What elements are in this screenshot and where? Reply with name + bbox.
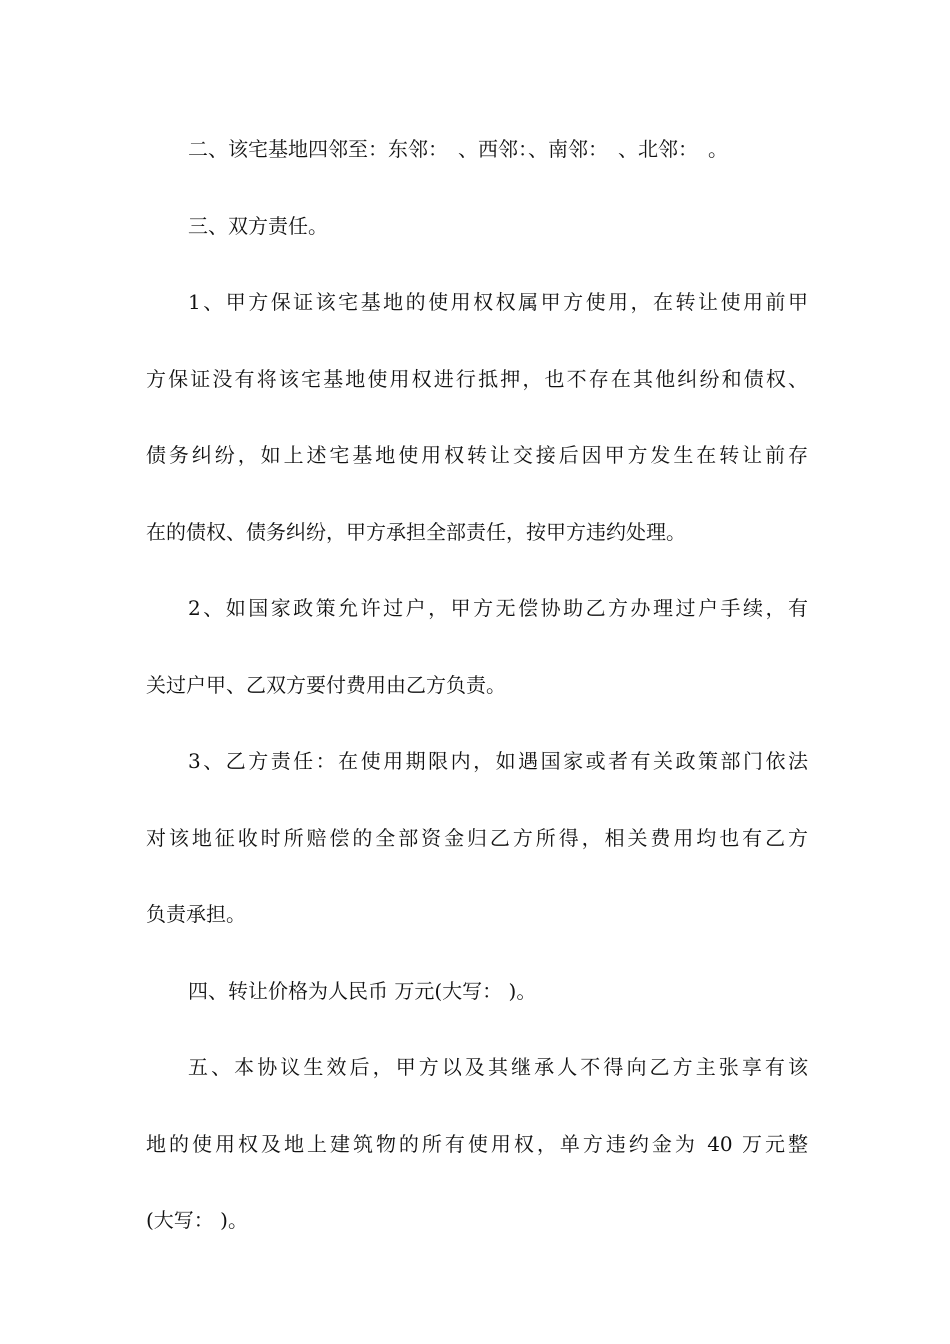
text-line: 五、本协议生效后，甲方以及其继承人不得向乙方主张享有该	[188, 1055, 808, 1079]
text-line: 负责承担。	[146, 902, 246, 926]
text-line: 三、双方责任。	[188, 213, 328, 238]
text-line: 关过户甲、乙双方要付费用由乙方负责。	[146, 672, 506, 697]
text-line: (大写： )。	[146, 1208, 248, 1232]
text-line: 3、乙方责任：在使用期限内，如遇国家或者有关政策部门依法	[188, 749, 808, 773]
text-line: 在的债权、债务纠纷，甲方承担全部责任，按甲方违约处理。	[146, 519, 686, 544]
document-body	[146, 130, 808, 1278]
text-line: 四、转让价格为人民币 万元(大写： )。	[188, 978, 537, 1003]
text-line: 对该地征收时所赔偿的全部资金归乙方所得，相关费用均也有乙方	[146, 825, 808, 850]
text-line: 债务纠纷，如上述宅基地使用权转让交接后因甲方发生在转让前存	[146, 443, 808, 467]
text-line: 二、该宅基地四邻至：东邻： 、西邻：、南邻： 、北邻： 。	[188, 137, 728, 161]
text-line: 方保证没有将该宅基地使用权进行抵押，也不存在其他纠纷和债权、	[146, 366, 808, 391]
text-line: 2、如国家政策允许过户，甲方无偿协助乙方办理过户手续，有	[188, 596, 808, 620]
text-line: 1、甲方保证该宅基地的使用权权属甲方使用，在转让使用前甲	[188, 290, 808, 314]
text-line: 地的使用权及地上建筑物的所有使用权，单方违约金为 40 万元整	[146, 1131, 808, 1156]
